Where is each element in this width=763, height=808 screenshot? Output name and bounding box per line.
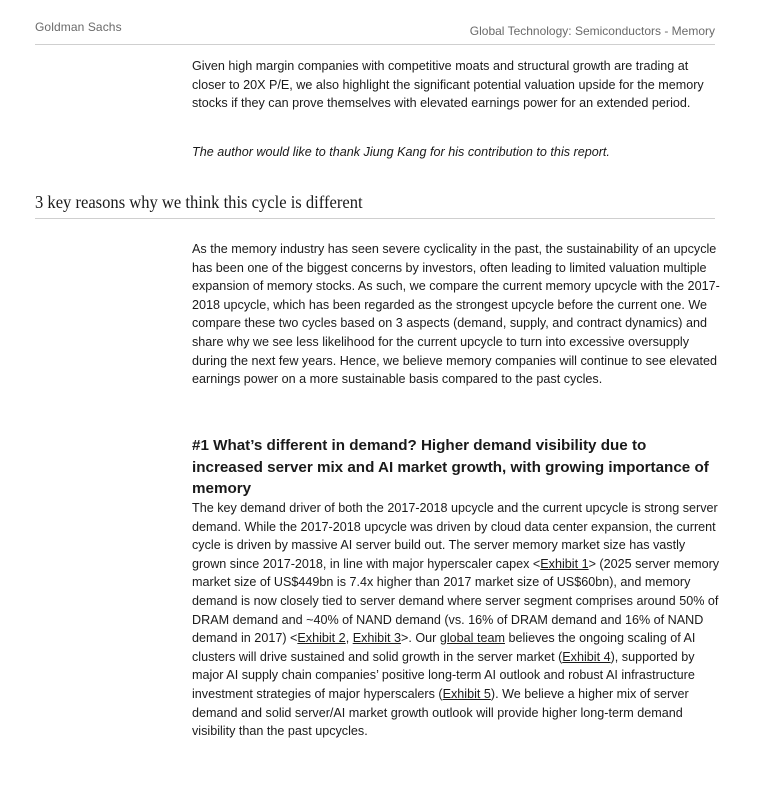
exhibit-1-link[interactable]: Exhibit 1 (540, 556, 589, 571)
page-header (35, 18, 715, 45)
section-title: 3 key reasons why we think this cycle is different (35, 192, 363, 212)
demand-text-3: , (345, 631, 353, 646)
demand-text-4: >. Our (401, 631, 440, 646)
demand-text-1: The key demand driver of both the 2017-2018 upcycle and the current upcycle is strong server demand. While the 2017-2018 upcycle was driven by cloud data center expansion, the current cycle is driven by massive AI server build out. The server memory market size has vastly grown since 2017-2018, in line with major hyperscaler capex < (192, 501, 718, 571)
brand-name: Goldman Sachs (35, 20, 122, 34)
demand-subheading: #1 What’s different in demand? Higher demand visibility due to increased server mix and AI market growth, with growing importance of memory (192, 437, 709, 498)
demand-text-6: ), supported by major AI supply chain companies’ positive long-term AI outlook and robust AI infrastructure investment strategies of major hyperscalers ( (192, 649, 695, 701)
acknowledgement-note: The author would like to thank Jiung Kang for his contribution to this report. (192, 145, 610, 159)
exhibit-3-link[interactable]: Exhibit 3 (352, 631, 401, 646)
exhibit-5-link[interactable]: Exhibit 5 (442, 686, 491, 701)
demand-text-2: > (2025 server memory market size of US$449bn is 7.4x higher than 2017 market size of US$60bn), and memory demand is now closely tied to server demand where server segment comprises around 50% of DRAM demand and ~40% of NAND demand (vs. 16% of DRAM demand and 16% of NAND demand in 2017) < (192, 556, 720, 646)
global-team-link[interactable]: global team (439, 631, 505, 646)
exhibit-4-link[interactable]: Exhibit 4 (562, 649, 611, 664)
section-header (35, 191, 715, 219)
cycle-comparison-paragraph: As the memory industry has seen severe cyclicality in the past, the sustainability of an upcycle has been one of the biggest concerns by investors, often leading to limited valuation multiple expansion of memory stocks. As such, we compare the current memory upcycle with the 2017-2018 upcycle, which has been regarded as the strongest upcycle before the current one. We compare these two cycles based on 3 aspects (demand, supply, and contract dynamics) and share why we see less likelihood for the current upcycle to turn into excessive oversupply during the next few years. Hence, we believe memory companies will continue to see elevated earnings power on a more sustainable basis compared to the past cycles. (192, 242, 720, 387)
intro-paragraph: Given high margin companies with competitive moats and structural growth are trading at closer to 20X P/E, we also highlight the significant potential valuation upside for the memory stocks if they can prove themselves with elevated earnings power for an extended period. (192, 59, 704, 111)
demand-text-7: ). We believe a higher mix of server demand and solid server/AI market growth outlook will provide higher long-term demand visibility than the past upcycles. (192, 686, 689, 739)
report-title: Global Technology: Semiconductors - Memory (469, 24, 715, 38)
demand-paragraph (192, 499, 720, 741)
exhibit-2-link[interactable]: Exhibit 2 (297, 631, 346, 646)
demand-text-5: believes the ongoing scaling of AI clusters will drive sustained and solid growth in the server market ( (192, 631, 696, 664)
